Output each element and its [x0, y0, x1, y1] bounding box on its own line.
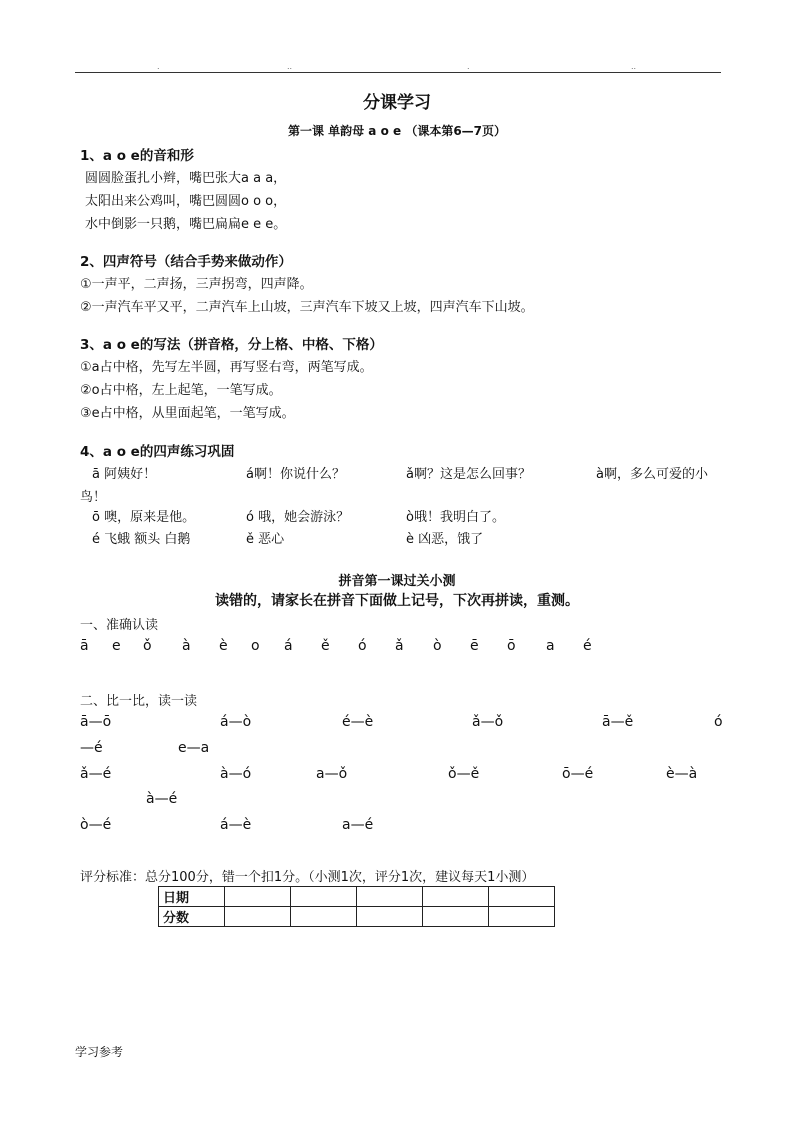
pinyin-item: o [251, 638, 260, 654]
date-label: 日期 [159, 887, 225, 907]
table-row [159, 887, 555, 907]
tone-line: ②一声汽车平又平，二声汽车上山坡，三声汽车下坡又上坡，四声汽车下山坡。 [80, 300, 534, 315]
rhyme-line: 水中倒影一只鹅，嘴巴扁扁e e e。 [85, 217, 287, 232]
page-title: 分课学习 [363, 93, 431, 113]
pinyin-item: ā [80, 638, 89, 654]
pinyin-item: a [546, 638, 555, 654]
pinyin-item: ǎ [395, 638, 404, 654]
pinyin-item: ó [358, 638, 367, 654]
table-row [159, 907, 555, 927]
tone-example: ó 哦，她会游泳？ [246, 510, 350, 525]
header-dot: . [467, 62, 470, 71]
compare-pair: a—ǒ [316, 766, 348, 782]
tone-example: è 凶恶，饿了 [406, 532, 484, 547]
compare-pair: à—ó [220, 766, 252, 782]
table-cell[interactable] [489, 887, 555, 907]
pinyin-item: ē [470, 638, 479, 654]
compare-pair: —é [80, 740, 103, 756]
section3-heading: 3、a o e的写法（拼音格，分上格、中格、下格） [80, 337, 383, 353]
rhyme-line: 太阳出来公鸡叫，嘴巴圆圆o o o， [85, 194, 287, 209]
compare-pair: é—è [342, 714, 374, 730]
lesson-subtitle: 第一课 单韵母 a o e （课本第6—7页） [287, 124, 507, 138]
tone-example-cont: 鸟！ [80, 490, 107, 505]
table-cell[interactable] [357, 907, 423, 927]
section2-heading: 2、四声符号（结合手势来做动作） [80, 254, 292, 270]
pinyin-item: e [112, 638, 121, 654]
writing-line: ①a占中格，先写左半圆，再写竖右弯，两笔写成。 [80, 360, 373, 375]
compare-pair: e—a [178, 740, 210, 756]
compare-pair: á—ò [220, 714, 252, 730]
part2-heading: 二、比一比，读一读 [80, 694, 198, 709]
compare-pair: á—è [220, 817, 252, 833]
pinyin-item: ō [507, 638, 516, 654]
pinyin-item: é [583, 638, 592, 654]
tone-example: ā 阿姨好！ [92, 467, 157, 482]
header-dot: .. [287, 62, 293, 71]
header-rule [75, 72, 721, 73]
compare-pair: ǒ—ě [448, 766, 480, 782]
compare-pair: ǎ—ǒ [472, 714, 504, 730]
rhyme-line: 圆圆脸蛋扎小辫，嘴巴张大a a a， [85, 171, 287, 186]
table-cell[interactable] [225, 887, 291, 907]
writing-line: ③e占中格，从里面起笔，一笔写成。 [80, 406, 295, 421]
table-cell[interactable] [423, 887, 489, 907]
tone-line: ①一声平，二声扬，三声拐弯，四声降。 [80, 277, 313, 292]
table-cell[interactable] [423, 907, 489, 927]
pinyin-item: à [182, 638, 191, 654]
score-label: 分数 [159, 907, 225, 927]
pinyin-item: ě [321, 638, 330, 654]
compare-pair: ā—ō [80, 714, 112, 730]
tone-example: à啊，多么可爱的小 [596, 467, 708, 482]
part1-heading: 一、准确认读 [80, 618, 159, 633]
table-cell[interactable] [489, 907, 555, 927]
writing-line: ②o占中格，左上起笔，一笔写成。 [80, 383, 282, 398]
tone-example: á啊！你说什么？ [246, 467, 345, 482]
compare-pair: è—à [666, 766, 698, 782]
score-table [158, 886, 555, 927]
pinyin-item: ǒ [143, 638, 152, 654]
pinyin-item: è [219, 638, 228, 654]
tone-example: ō 噢，原来是他。 [92, 510, 196, 525]
compare-pair: ǎ—é [80, 766, 112, 782]
header-dot: . [157, 62, 160, 71]
compare-pair: ó [714, 714, 723, 730]
compare-pair: à—é [146, 791, 178, 807]
compare-pair: ò—é [80, 817, 112, 833]
pinyin-item: á [284, 638, 293, 654]
section1-heading: 1、a o e的音和形 [80, 148, 194, 164]
section4-heading: 4、a o e的四声练习巩固 [80, 444, 235, 460]
tone-example: ǎ啊？这是怎么回事？ [406, 467, 531, 482]
table-cell[interactable] [225, 907, 291, 927]
header-dot: .. [631, 62, 637, 71]
pinyin-item: ò [433, 638, 442, 654]
footer-text: 学习参考 [75, 1045, 124, 1059]
table-cell[interactable] [291, 887, 357, 907]
table-cell[interactable] [357, 887, 423, 907]
compare-pair: ō—é [562, 766, 594, 782]
tone-example: é 飞蛾 额头 白鹅 [92, 532, 191, 547]
compare-pair: a—é [342, 817, 374, 833]
compare-pair: ā—ě [602, 714, 634, 730]
quiz-title: 拼音第一课过关小测 [338, 574, 456, 589]
tone-example: ě 恶心 [246, 532, 285, 547]
table-cell[interactable] [291, 907, 357, 927]
scoring-text: 评分标准：总分100分，错一个扣1分。（小测1次，评分1次，建议每天1小测） [80, 870, 535, 885]
tone-example: ò哦！我明白了。 [406, 510, 505, 525]
quiz-instruction: 读错的，请家长在拼音下面做上记号，下次再拼读，重测。 [215, 593, 579, 609]
